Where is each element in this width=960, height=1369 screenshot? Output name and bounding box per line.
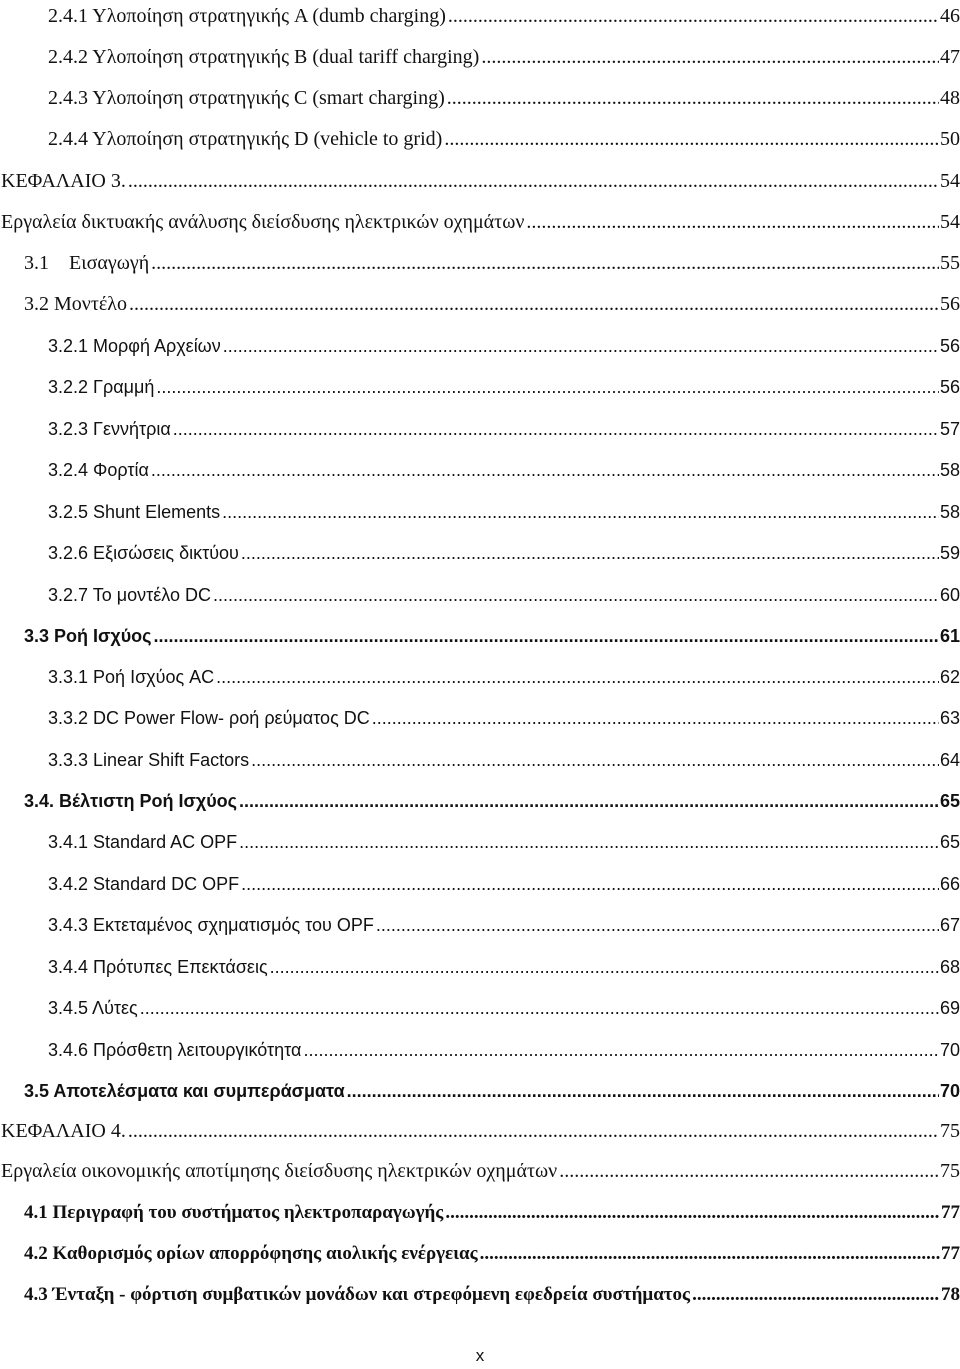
dot-leader <box>216 667 939 688</box>
toc-entry-page: 61 <box>939 626 960 646</box>
toc-entry[interactable] <box>0 247 960 275</box>
toc-entry-page: 50 <box>940 128 960 150</box>
toc-entry-page: 77 <box>941 1202 960 1223</box>
toc-entry-page: 69 <box>939 998 960 1018</box>
dot-leader <box>692 1284 940 1306</box>
dot-leader <box>239 791 939 812</box>
dot-leader <box>241 543 939 564</box>
toc-entry-section[interactable] <box>0 1237 960 1265</box>
toc-entry[interactable] <box>0 867 960 895</box>
toc-entry-label: 2.4.3 Υλοποίηση στρατηγικής C (smart charging) <box>48 87 445 109</box>
toc-entry-page: 70 <box>939 1040 960 1060</box>
toc-entry[interactable] <box>0 82 960 110</box>
dot-leader <box>444 128 939 151</box>
toc-entry-page: 64 <box>939 750 960 770</box>
toc-entry[interactable] <box>0 908 960 936</box>
toc-entry-page: 55 <box>940 252 960 274</box>
toc-entry-page: 60 <box>939 585 960 605</box>
toc-entry-label: 3.2.6 Εξισώσεις δικτύου <box>48 543 239 563</box>
toc-entry-page: 54 <box>940 211 960 233</box>
toc-entry-page: 56 <box>939 377 960 397</box>
toc-entry-page: 56 <box>940 293 960 315</box>
toc-entry-label: ΚΕΦΑΛΑΙΟ 3. <box>1 170 126 192</box>
dot-leader <box>445 1202 940 1224</box>
toc-entry-label: 3.5 Αποτελέσματα και συμπεράσματα <box>24 1081 345 1101</box>
toc-entry[interactable] <box>0 123 960 151</box>
toc-entry-label: 4.2 Καθορισμός ορίων απορρόφησης αιολικής ενέργειας <box>24 1243 478 1264</box>
toc-entry-label: 4.1 Περιγραφή του συστήματος ηλεκτροπαραγωγής <box>24 1202 444 1223</box>
toc-entry-label: 3.4.5 Λύτες <box>48 998 138 1018</box>
toc-entry-label: 3.4.2 Standard DC OPF <box>48 874 240 894</box>
toc-entry-page: 65 <box>939 791 960 811</box>
toc-entry-section[interactable] <box>0 1278 960 1306</box>
toc-entry-label: Εργαλεία δικτυακής ανάλυσης διείσδυσης ηλεκτρικών οχημάτων <box>1 211 525 233</box>
toc-entry-page: 75 <box>940 1160 960 1182</box>
toc-entry-page: 57 <box>939 419 960 439</box>
toc-entry[interactable] <box>0 701 960 729</box>
toc-entry-label: 3.2 Μοντέλο <box>24 293 127 315</box>
toc-entry-label: 3.4. Βέλτιστη Ροή Ισχύος <box>24 791 238 811</box>
toc-entry-page: 48 <box>940 87 960 109</box>
dot-leader <box>376 915 939 936</box>
toc-entry-label: ΚΕΦΑΛΑΙΟ 4. <box>1 1120 126 1142</box>
dot-leader <box>128 1120 939 1143</box>
toc-entry-label: Εργαλεία οικονομικής αποτίμησης διείσδυσης ηλεκτρικών οχημάτων <box>1 1160 558 1182</box>
toc-entry[interactable] <box>0 825 960 853</box>
toc-entry-label: 3.1 Εισαγωγή <box>24 252 150 274</box>
toc-entry[interactable] <box>0 453 960 481</box>
toc-entry[interactable] <box>0 950 960 978</box>
toc-entry-page: 59 <box>939 543 960 563</box>
toc-entry-chapter[interactable] <box>0 165 960 193</box>
toc-entry[interactable] <box>0 495 960 523</box>
toc-entry-label: 3.3.3 Linear Shift Factors <box>48 750 250 770</box>
toc-entry[interactable] <box>0 0 960 28</box>
toc-entry-page: 62 <box>939 667 960 687</box>
toc-entry-chapter-title[interactable] <box>0 1155 960 1183</box>
toc-entry-page: 65 <box>939 832 960 852</box>
toc-entry-page: 68 <box>939 957 960 977</box>
toc-entry-section[interactable] <box>0 1196 960 1224</box>
toc-entry-page: 75 <box>940 1120 960 1142</box>
toc-entry[interactable] <box>0 288 960 316</box>
toc-entry-page: 56 <box>939 336 960 356</box>
toc-entry-section[interactable] <box>0 1074 960 1102</box>
toc-entry-chapter-title[interactable] <box>0 206 960 234</box>
dot-leader <box>347 1081 939 1102</box>
toc-entry[interactable] <box>0 991 960 1019</box>
dot-leader <box>173 419 939 440</box>
dot-leader <box>151 252 939 275</box>
toc-entry-page: 47 <box>940 46 960 68</box>
dot-leader <box>480 1243 940 1265</box>
toc-entry[interactable] <box>0 412 960 440</box>
toc-entry[interactable] <box>0 536 960 564</box>
toc-entry-label: 3.2.3 Γεννήτρια <box>48 419 171 439</box>
toc-entry-label: 3.2.1 Μορφή Αρχείων <box>48 336 221 356</box>
toc-entry-page: 58 <box>939 502 960 522</box>
toc-entry-section[interactable] <box>0 784 960 812</box>
toc-entry-label: 3.2.4 Φορτία <box>48 460 149 480</box>
toc-entry-label: 3.3.1 Ροή Ισχύος AC <box>48 667 215 687</box>
toc-entry-page: 77 <box>941 1243 960 1264</box>
toc-entry-label: 3.3.2 DC Power Flow- ροή ρεύματος DC <box>48 708 370 728</box>
toc-entry-label: 3.3 Ροή Ισχύος <box>24 626 152 646</box>
toc-entry-section[interactable] <box>0 619 960 647</box>
toc-entry-label: 3.2.5 Shunt Elements <box>48 502 221 522</box>
toc-entry[interactable] <box>0 370 960 398</box>
dot-leader <box>481 46 939 69</box>
dot-leader <box>223 336 939 357</box>
toc-entry-label: 4.3 Ένταξη - φόρτιση συμβατικών μονάδων και στρεφόμενη εφεδρεία συστήματος <box>24 1284 691 1305</box>
toc-entry-page: 46 <box>940 5 960 27</box>
dot-leader <box>251 750 939 771</box>
toc-entry-page: 63 <box>939 708 960 728</box>
toc-entry-label: 3.4.6 Πρόσθετη λειτουργικότητα <box>48 1040 302 1060</box>
toc-entry-page: 70 <box>939 1081 960 1101</box>
toc-entry[interactable] <box>0 329 960 357</box>
toc-entry-label: 3.2.7 Το μοντέλο DC <box>48 585 211 605</box>
dot-leader <box>222 502 939 523</box>
toc-entry-chapter[interactable] <box>0 1115 960 1143</box>
dot-leader <box>154 626 939 647</box>
toc-entry[interactable] <box>0 1033 960 1061</box>
page-number-footer: x <box>475 1346 485 1365</box>
toc-entry-page: 54 <box>940 170 960 192</box>
dot-leader <box>151 460 939 481</box>
dot-leader <box>128 170 939 193</box>
toc-entry-page: 58 <box>939 460 960 480</box>
toc-entry-label: 2.4.4 Υλοποίηση στρατηγικής D (vehicle to grid) <box>48 128 443 150</box>
toc-entry-page: 67 <box>939 915 960 935</box>
toc-entry[interactable] <box>0 578 960 606</box>
dot-leader <box>526 211 939 234</box>
toc-entry-label: 3.4.3 Εκτεταμένος σχηματισμός του OPF <box>48 915 374 935</box>
dot-leader <box>270 957 939 978</box>
toc-entry-page: 78 <box>941 1284 960 1305</box>
dot-leader <box>213 585 939 606</box>
dot-leader <box>140 998 939 1019</box>
toc-entry[interactable] <box>0 41 960 69</box>
toc-entry-label: 2.4.2 Υλοποίηση στρατηγικής B (dual tariff charging) <box>48 46 480 68</box>
dot-leader <box>559 1160 939 1183</box>
dot-leader <box>447 87 939 110</box>
toc-entry[interactable] <box>0 660 960 688</box>
toc-entry[interactable] <box>0 743 960 771</box>
toc-entry-label: 3.4.1 Standard AC OPF <box>48 832 238 852</box>
dot-leader <box>156 377 939 398</box>
dot-leader <box>241 874 939 895</box>
dot-leader <box>129 293 939 316</box>
toc-entry-label: 3.2.2 Γραμμή <box>48 377 155 397</box>
toc-entry-page: 66 <box>939 874 960 894</box>
dot-leader <box>239 832 939 853</box>
dot-leader <box>303 1040 939 1061</box>
dot-leader <box>448 5 939 28</box>
dot-leader <box>372 708 939 729</box>
toc-entry-label: 3.4.4 Πρότυπες Επεκτάσεις <box>48 957 268 977</box>
toc-entry-label: 2.4.1 Υλοποίηση στρατηγικής A (dumb charging) <box>48 5 446 27</box>
